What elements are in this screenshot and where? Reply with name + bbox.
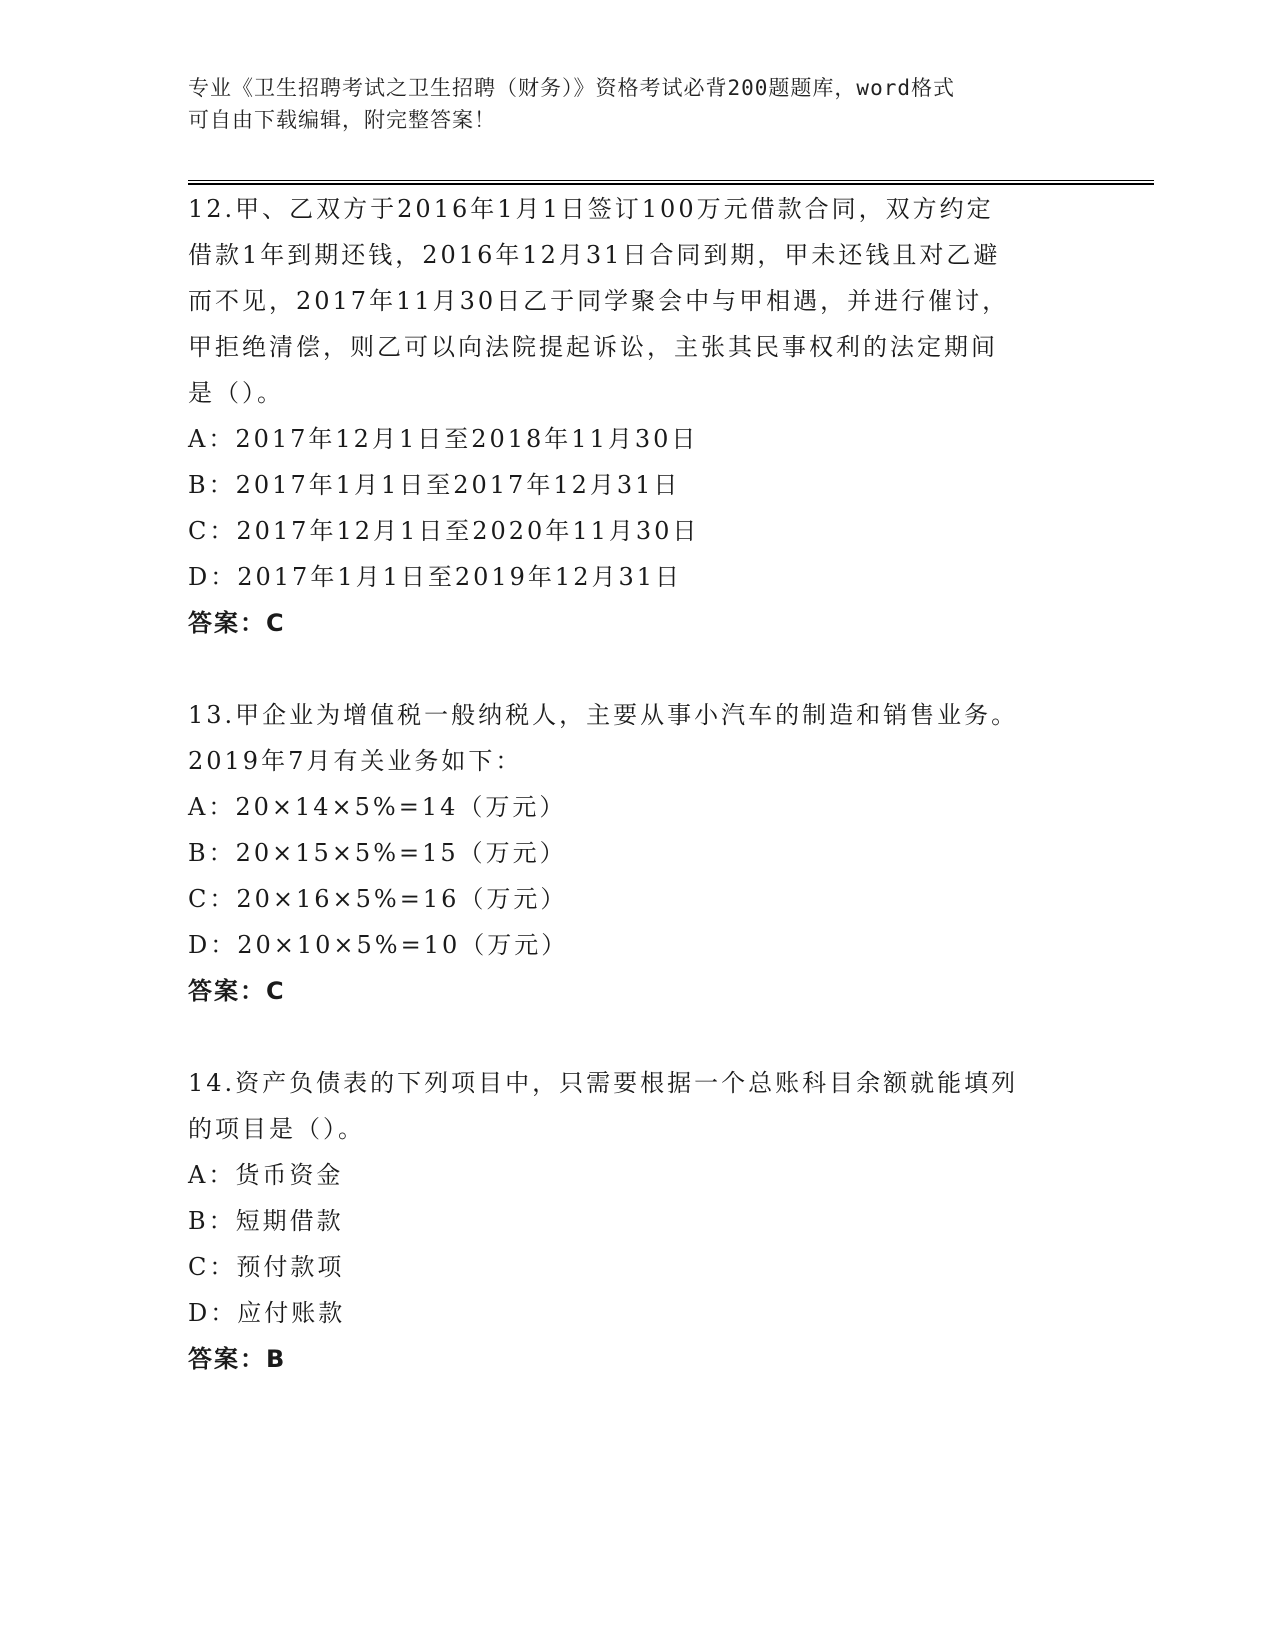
question-14-answer: 答案：B xyxy=(188,1345,287,1373)
question-12-answer: 答案：C xyxy=(188,609,286,637)
question-14-option-b: B：短期借款 xyxy=(188,1207,344,1235)
question-14-stem-line-2: 的项目是（）。 xyxy=(188,1115,365,1143)
question-12-stem-line-2: 借款1年到期还钱，2016年12月31日合同到期，甲未还钱且对乙避 xyxy=(188,241,1001,269)
question-14-option-d: D：应付账款 xyxy=(188,1299,346,1327)
question-13-stem-line-2: 2019年7月有关业务如下： xyxy=(188,747,523,775)
question-12-stem-line-5: 是（）。 xyxy=(188,379,284,407)
question-12-option-b: B：2017年1月1日至2017年12月31日 xyxy=(188,471,681,499)
question-13-option-a: A：20×14×5%=14（万元） xyxy=(188,793,567,821)
question-13-stem-line-1: 13.甲企业为增值税一般纳税人，主要从事小汽车的制造和销售业务。 xyxy=(188,701,1019,729)
question-12-option-d: D：2017年1月1日至2019年12月31日 xyxy=(188,563,683,591)
question-13-option-c: C：20×16×5%=16（万元） xyxy=(188,885,568,913)
question-12-option-c: C：2017年12月1日至2020年11月30日 xyxy=(188,517,700,545)
question-13-option-d: D：20×10×5%=10（万元） xyxy=(188,931,569,959)
question-12-stem-line-3: 而不见，2017年11月30日乙于同学聚会中与甲相遇，并进行催讨， xyxy=(188,287,1010,315)
question-14-option-c: C：预付款项 xyxy=(188,1253,345,1281)
document-header xyxy=(188,72,1068,136)
question-14-stem-line-1: 14.资产负债表的下列项目中，只需要根据一个总账科目余额就能填列 xyxy=(188,1069,1019,1097)
header-line-2: 可自由下载编辑，附完整答案！ xyxy=(188,108,496,132)
question-12-option-a: A：2017年12月1日至2018年11月30日 xyxy=(188,425,699,453)
question-12-stem-line-1: 12.甲、乙双方于2016年1月1日签订100万元借款合同，双方约定 xyxy=(188,195,994,223)
question-12-stem-line-4: 甲拒绝清偿，则乙可以向法院提起诉讼，主张其民事权利的法定期间 xyxy=(188,333,998,361)
question-13-option-b: B：20×15×5%=15（万元） xyxy=(188,839,567,867)
header-divider-thin xyxy=(188,180,1154,181)
question-13-answer: 答案：C xyxy=(188,977,286,1005)
header-line-1: 专业《卫生招聘考试之卫生招聘（财务）》资格考试必背200题题库，word格式 xyxy=(188,76,955,100)
header-divider-thick xyxy=(188,183,1154,185)
question-14-option-a: A：货币资金 xyxy=(188,1161,344,1189)
